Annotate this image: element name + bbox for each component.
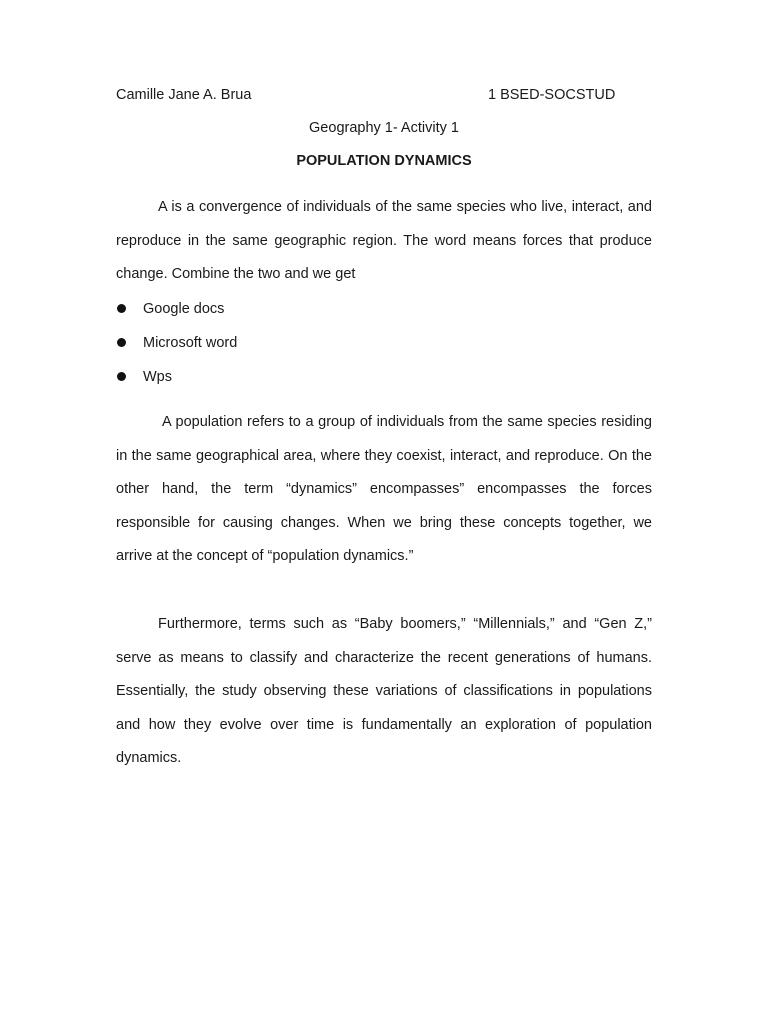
bullet-icon	[117, 304, 126, 313]
author-name: Camille Jane A. Brua	[116, 87, 252, 103]
document-title: POPULATION DYNAMICS	[296, 153, 472, 169]
paragraph-text: Furthermore, terms such as “Baby boomers,” “Millennials,” and “Gen Z,” serve as means to classify and characterize the recent generations of humans. Essentially, the study observing these variations of classifications in populations and how they evolve over time is fundamentally an exploration of population dynamics.	[116, 616, 652, 766]
list-item-label: Google docs	[143, 301, 225, 317]
paragraph-text: A population refers to a group of individuals from the same species residing in the same geographical area, where they coexist, interact, and reproduce. On the other hand, the term “dynamics” encompasses” encompasses the forces responsible for causing changes. When we bring these concepts together, we arrive at the concept of “population dynamics.”	[116, 414, 652, 564]
paragraph-definition	[116, 191, 652, 292]
paragraph-generations	[116, 608, 652, 776]
list-item	[116, 360, 652, 394]
list-item	[116, 326, 652, 360]
bullet-icon	[117, 338, 126, 347]
bullet-list	[116, 292, 652, 394]
list-item	[116, 292, 652, 326]
class-section: 1 BSED-SOCSTUD	[488, 87, 616, 103]
paragraph-population	[116, 406, 652, 574]
list-item-label: Wps	[143, 369, 172, 385]
list-item-label: Microsoft word	[143, 335, 238, 351]
bullet-icon	[117, 372, 126, 381]
document-header	[116, 87, 652, 107]
paragraph-text: A is a convergence of individuals of the same species who live, interact, and reproduce in the same geographic region. The word means forces that produce change. Combine the two and we get	[116, 199, 652, 282]
document-subtitle: Geography 1- Activity 1	[309, 120, 459, 136]
